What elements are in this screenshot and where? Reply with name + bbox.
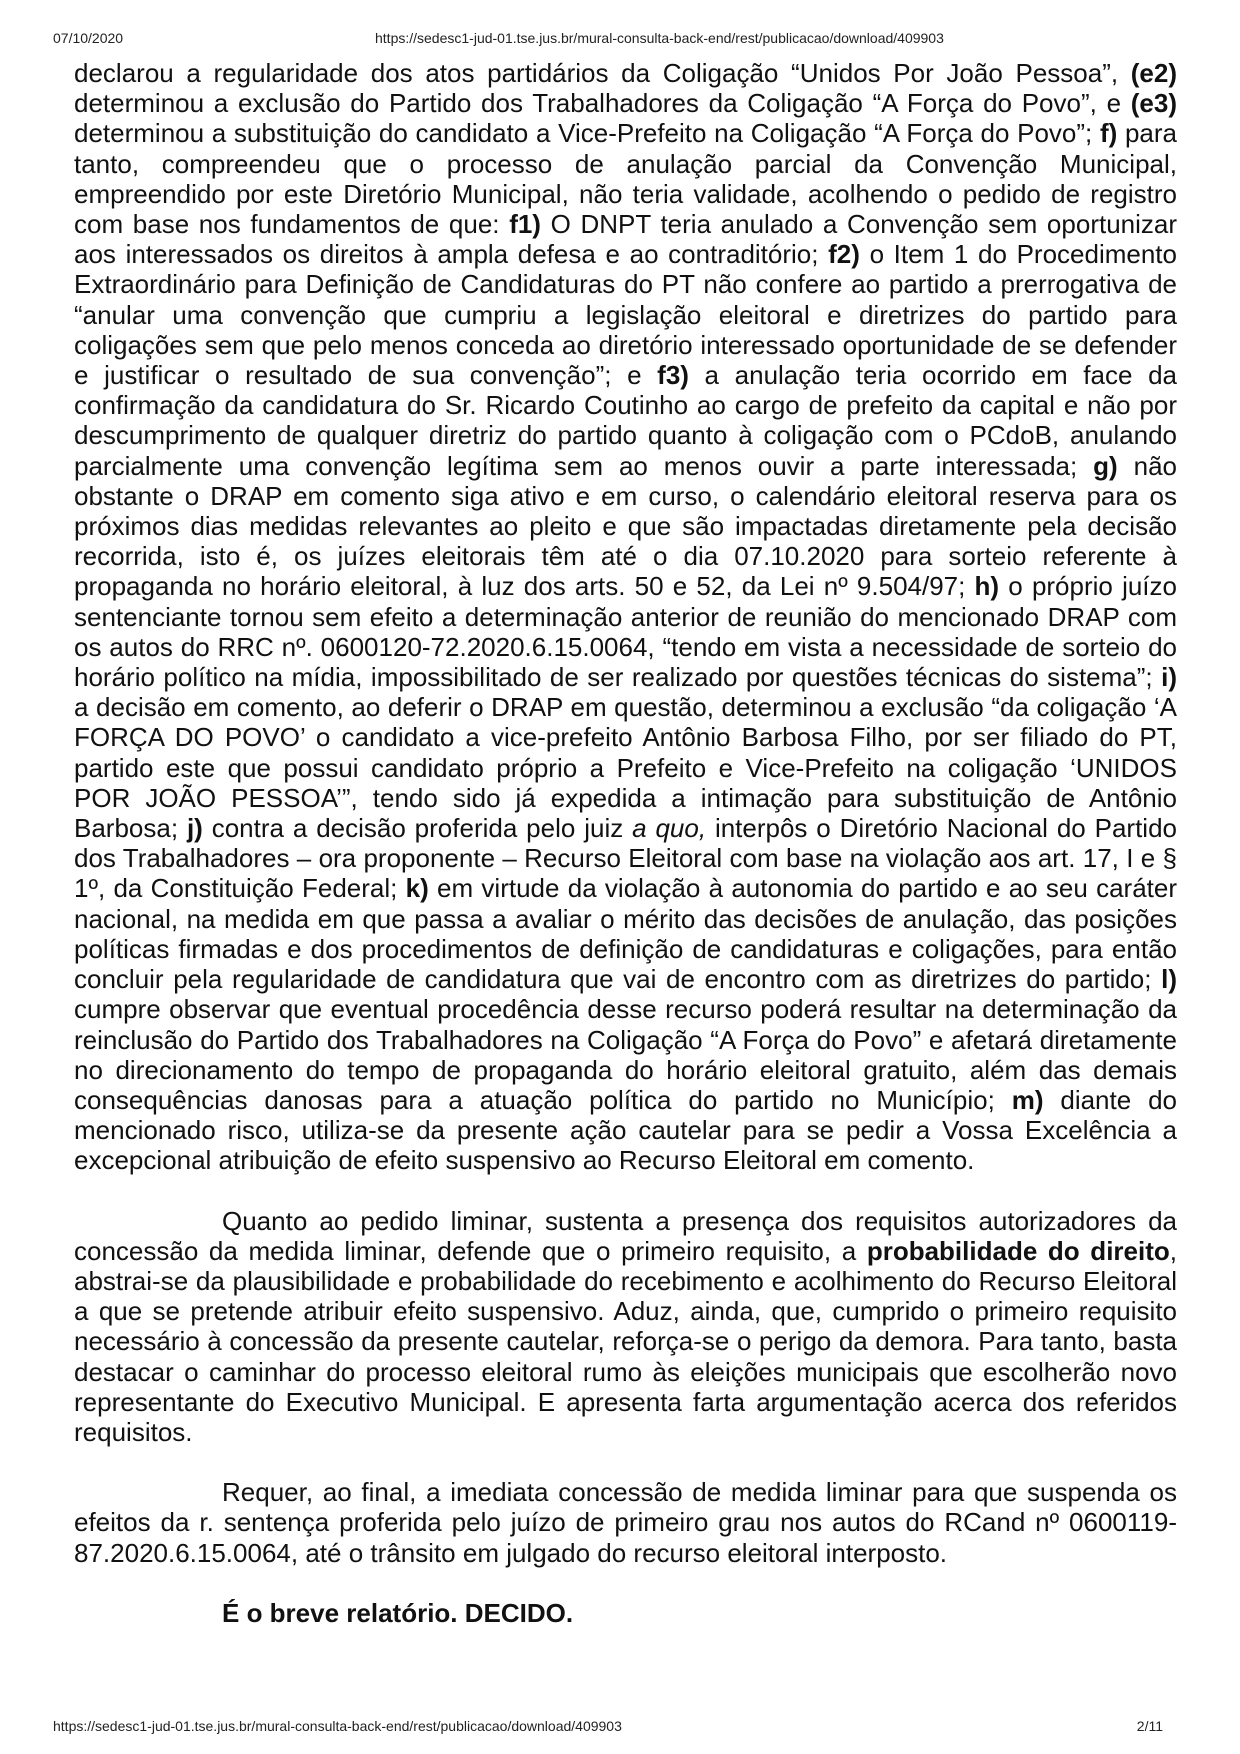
footer-url: https://sedesc1-jud-01.tse.jus.br/mural-consulta-back-end/rest/publicacao/download/409903	[53, 1718, 622, 1734]
text-run: a anulação teria ocorrido em face da confirmação da candidatura do Sr. Ricardo Coutinho ao cargo de prefeito da capital e não por descumprimento de qualquer diretriz do partido quanto à coligação com o PCdoB, anulando parcialmente uma convenção legítima sem ao menos ouvir a parte interessada;	[74, 360, 1177, 481]
bold-run: k)	[405, 873, 429, 904]
print-date: 07/10/2020	[53, 30, 124, 46]
text-run: o próprio juízo sentenciante tornou sem efeito a determinação anterior de reunião do mencionado DRAP com os autos do RRC nº. 0600120-72.2020.6.15.0064, “tendo em vista a necessidade de sorteio do horário político na mídia, impossibilitado de ser realizado por questões técnicas do sistema”;	[74, 571, 1177, 693]
bold-run: f2)	[828, 239, 860, 270]
page-number: 2/11	[1136, 1718, 1163, 1734]
text-run: em virtude da violação à autonomia do partido e ao seu caráter nacional, na medida em que passa a avaliar o mérito das decisões de anulação, das posições políticas firmadas e dos procedimentos de definição de candidaturas e coligações, para então concluir pela regularidade de candidatura que vai de encontro com as diretrizes do partido;	[74, 873, 1177, 995]
bold-run: f)	[1099, 118, 1118, 149]
bold-run: probabilidade do direito	[866, 1235, 1170, 1266]
text-run: contra a decisão proferida pelo juiz	[202, 813, 633, 844]
bold-run: f1)	[509, 209, 541, 240]
text-run: Quanto ao pedido liminar, sustenta a presença dos requisitos autorizadores da concessão da medida liminar, defende que o primeiro requisito, a	[74, 1205, 1177, 1266]
bold-run: (e2)	[1130, 58, 1177, 88]
text-run: O DNPT teria anulado a Convenção sem oportunizar aos interessados os direitos à ampla defesa e ao contraditório;	[74, 209, 1178, 270]
text-run: Requer, ao final, a imediata concessão de medida liminar para que suspenda os efeitos da r. sentença proferida pelo juízo de primeiro grau nos autos do RCand nº 0600119-87.2020.6.15.0064, até o trânsito em julgado do recurso eleitoral interposto.	[74, 1477, 1177, 1568]
text-run: cumpre observar que eventual procedência desse recurso poderá resultar na determinação da reinclusão do Partido dos Trabalhadores na Coligação “A Força do Povo” e afetará diretamente no direcionamento do tempo de propaganda do horário eleitoral gratuito, além das demais consequências danosas para a atuação política do partido no Município;	[74, 994, 1177, 1115]
document-body	[74, 58, 1177, 1628]
text-run: , abstrai-se da plausibilidade e probabilidade do recebimento e acolhimento do Recurso Eleitoral a que se pretende atribuir efeito suspensivo. Aduz, ainda, que, cumprido o primeiro requisito necessário à concessão da presente cautelar, reforça-se o perigo da demora. Para tanto, basta destacar o caminhar do processo eleitoral rumo às eleições municipais que escolherão novo representante do Executivo Municipal. E apresenta farta argumentação acerca dos referidos requisitos.	[74, 1235, 1177, 1447]
text-run: interpôs o Diretório Nacional do Partido dos Trabalhadores – ora proponente – Recurso Eleitoral com base na violação aos art. 17, I e § 1º, da Constituição Federal;	[74, 813, 1177, 904]
header-url: https://sedesc1-jud-01.tse.jus.br/mural-consulta-back-end/rest/publicacao/download/409903	[375, 30, 944, 46]
bold-run: h)	[974, 571, 1000, 602]
text-run: determinou a exclusão do Partido dos Trabalhadores da Coligação “A Força do Povo”, e	[74, 88, 1131, 119]
text-run: o Item 1 do Procedimento Extraordinário para Definição de Candidaturas do PT não confere ao partido a prerrogativa de “anular uma convenção que cumpriu a legislação eleitoral e diretrizes do partido para coligações sem que pelo menos conceda ao diretório interessado oportunidade de se defender e justificar o resultado de sua convenção”; e	[74, 239, 1177, 391]
paragraph-1	[74, 58, 1177, 1176]
text-run: diante do mencionado risco, utiliza-se da presente ação cautelar para se pedir a Vossa Excelência a excepcional atribuição de efeito suspensivo ao Recurso Eleitoral em comento.	[74, 1084, 1177, 1176]
bold-run: j)	[186, 813, 203, 844]
bold-run: m)	[1011, 1084, 1044, 1115]
text-run: para tanto, compreendeu que o processo de anulação parcial da Convenção Municipal, empreendido por este Diretório Municipal, não teria validade, acolhendo o pedido de registro com base nos fundamentos de que:	[74, 118, 1178, 240]
paragraph-3	[74, 1477, 1177, 1568]
paragraph-2	[74, 1206, 1177, 1448]
text-run: a decisão em comento, ao deferir o DRAP em questão, determinou a exclusão “da coligação ‘A FORÇA DO POVO’ o candidato a vice-prefeito Antônio Barbosa Filho, por ser filiado do PT, partido este que possui candidato próprio a Prefeito e Vice-Prefeito na coligação ‘UNIDOS POR JOÃO PESSOA’”, tendo sido já expedida a intimação para substituição de Antônio Barbosa;	[74, 692, 1177, 844]
bold-run: f3)	[657, 360, 689, 391]
text-run: determinou a substituição do candidato a Vice-Prefeito na Coligação “A Força do Povo”;	[74, 118, 1100, 149]
text-run: não obstante o DRAP em comento siga ativo e em curso, o calendário eleitoral reserva para os próximos dias medidas relevantes ao pleito e que são impactadas diretamente pela decisão recorrida, isto é, os juízes eleitorais têm até o dia 07.10.2020 para sorteio referente à propaganda no horário eleitoral, à luz dos arts. 50 e 52, da Lei nº 9.504/97;	[74, 450, 1178, 602]
closing-statement: É o breve relatório. DECIDO.	[222, 1597, 574, 1628]
text-run: declarou a regularidade dos atos partidários da Coligação “Unidos Por João Pessoa”,	[74, 58, 1131, 88]
bold-run: i)	[1161, 662, 1177, 693]
bold-run: l)	[1161, 964, 1177, 995]
bold-run: g)	[1093, 450, 1118, 481]
bold-run: (e3)	[1130, 88, 1177, 119]
italic-run: a quo,	[632, 813, 707, 844]
